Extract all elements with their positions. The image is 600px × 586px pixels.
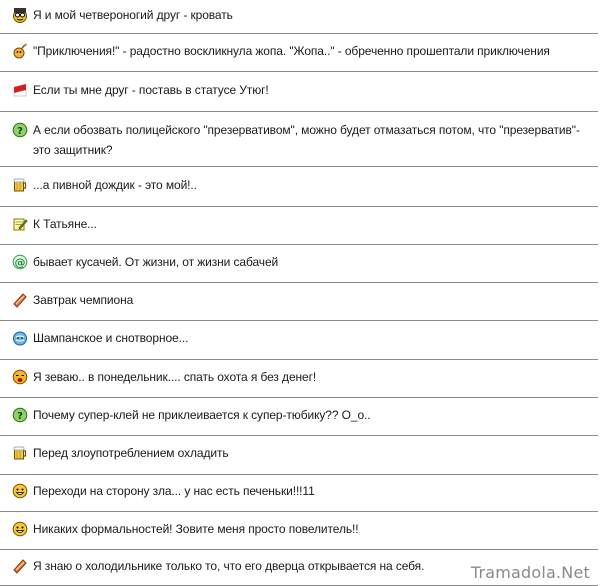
status-content	[12, 290, 592, 311]
status-text: Я зеваю.. в понедельник.... спать охота я без денег!	[33, 370, 317, 384]
status-text: Завтрак чемпиона	[33, 293, 134, 307]
status-content	[12, 519, 592, 540]
svg-text:?: ?	[17, 411, 23, 422]
status-row[interactable]	[0, 321, 598, 360]
bacon-icon	[12, 292, 28, 308]
status-text: Я знаю о холодильнике только то, что его дверца открывается на себя.	[33, 559, 425, 573]
yawning-smiley-icon	[12, 369, 28, 385]
status-row[interactable]	[0, 512, 598, 550]
status-row[interactable]	[0, 360, 598, 398]
question-icon	[12, 407, 28, 423]
status-content	[12, 5, 592, 26]
status-text: К Татьяне...	[33, 217, 97, 231]
status-row[interactable]	[0, 167, 598, 207]
watermark: Tramadola.Net	[470, 563, 590, 582]
status-row[interactable]	[0, 34, 598, 72]
status-text: Перед злоупотреблением охладить	[33, 446, 229, 460]
svg-text:@: @	[14, 256, 26, 269]
status-text: Я и мой четвероногий друг - кровать	[33, 8, 233, 22]
status-content	[12, 214, 592, 235]
status-content	[12, 405, 592, 426]
nerd-smiley-icon	[12, 7, 28, 23]
status-text: А если обозвать полицейского "презервативом", можно будет отмазаться потом, что "презерватив"- это защитник?	[33, 123, 580, 157]
status-row[interactable]	[0, 0, 598, 34]
status-text: "Приключения!" - радостно воскликнула жопа. "Жопа.." - обреченно прошептали приключения	[33, 44, 550, 58]
bomb-icon	[12, 43, 28, 59]
status-text: Шампанское и снотворное...	[33, 331, 189, 345]
status-text: Почему супер-клей не приклеивается к супер-тюбику?? О_о..	[33, 408, 371, 422]
svg-text:?: ?	[17, 126, 23, 137]
status-row[interactable]	[0, 475, 598, 512]
status-row[interactable]	[0, 207, 598, 245]
flag-icon	[12, 82, 28, 98]
status-content	[12, 481, 592, 502]
status-content	[12, 120, 592, 160]
at-sign-icon	[12, 254, 28, 270]
status-content	[12, 328, 592, 349]
status-row[interactable]	[0, 72, 598, 112]
sleeping-globe-icon	[12, 330, 28, 346]
status-content	[12, 367, 592, 388]
status-text: ...а пивной дождик - это мой!..	[33, 178, 197, 192]
grinning-smiley-icon	[12, 483, 28, 499]
status-row[interactable]	[0, 245, 598, 283]
status-content	[12, 443, 592, 464]
status-row[interactable]	[0, 436, 598, 475]
status-content	[12, 80, 592, 101]
status-text: Если ты мне друг - поставь в статусе Утюг!	[33, 83, 269, 97]
status-row[interactable]	[0, 283, 598, 321]
status-content	[12, 175, 592, 196]
grinning-smiley-icon	[12, 521, 28, 537]
beer-mug-icon	[12, 445, 28, 461]
status-row[interactable]	[0, 398, 598, 436]
beer-mug-icon	[12, 177, 28, 193]
status-text: Никаких формальностей! Зовите меня просто повелитель!!	[33, 522, 359, 536]
notepad-pencil-icon	[12, 216, 28, 232]
status-text: бывает кусачей. От жизни, от жизни сабачей	[33, 255, 279, 269]
status-row[interactable]	[0, 112, 598, 167]
bacon-icon	[12, 558, 28, 574]
status-text: Переходи на сторону зла... у нас есть печеньки!!!11	[33, 484, 315, 498]
question-icon	[12, 122, 28, 138]
status-content	[12, 252, 592, 273]
status-content	[12, 41, 592, 62]
